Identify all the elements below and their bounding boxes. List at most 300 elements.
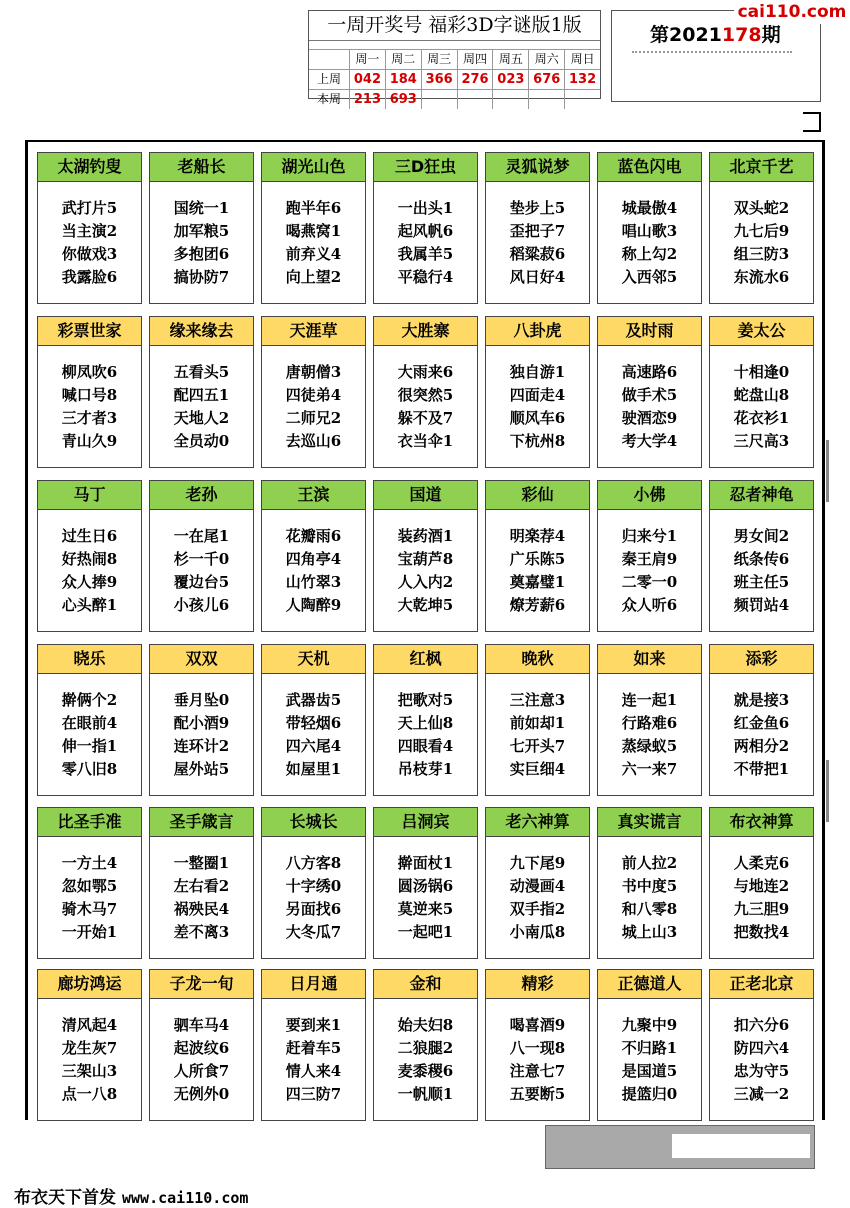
riddle-line: 躲不及7 xyxy=(397,409,454,427)
riddle-line: 始夫妇8 xyxy=(397,1016,454,1034)
day-label: 周三 xyxy=(421,50,457,69)
riddle-line: 喝喜酒9 xyxy=(509,1016,566,1034)
riddle-line: 衣当伞1 xyxy=(397,432,454,450)
riddle-lines xyxy=(598,674,701,781)
riddle-line: 前弃义4 xyxy=(285,245,342,263)
riddle-line: 心头醉1 xyxy=(61,596,118,614)
cell-author: 及时雨 xyxy=(598,317,701,346)
riddle-line: 大冬瓜7 xyxy=(285,923,342,941)
cell-author: 蓝色闪电 xyxy=(598,153,701,182)
riddle-line: 实巨细4 xyxy=(509,760,566,778)
corner-cell xyxy=(309,50,349,69)
riddle-line: 六一来7 xyxy=(621,760,678,778)
riddle-line: 武器齿5 xyxy=(285,691,342,709)
riddle-line: 好热闹8 xyxy=(61,550,118,568)
riddle-cell xyxy=(37,152,142,304)
riddle-lines xyxy=(710,837,813,944)
riddle-line: 众人捧9 xyxy=(61,573,118,591)
riddle-line: 四眼看4 xyxy=(397,737,454,755)
riddle-lines xyxy=(38,346,141,453)
riddle-line: 情人来4 xyxy=(285,1062,342,1080)
riddle-line: 喝燕窝1 xyxy=(285,222,342,240)
riddle-line: 稻粱菽6 xyxy=(509,245,566,263)
riddle-lines xyxy=(486,182,589,289)
draw-number: 042 xyxy=(349,70,385,89)
site-logo[interactable]: cai110.com xyxy=(734,0,850,24)
riddle-cell xyxy=(485,644,590,796)
cell-author: 国道 xyxy=(374,481,477,510)
riddle-line: 做手术5 xyxy=(621,386,678,404)
riddle-lines xyxy=(38,182,141,289)
riddle-line: 男女间2 xyxy=(733,527,790,545)
riddle-cell xyxy=(709,480,814,632)
cell-author: 精彩 xyxy=(486,970,589,999)
footer-url[interactable]: www.cai110.com xyxy=(122,1189,249,1207)
riddle-cell xyxy=(597,644,702,796)
riddle-line: 十相逢0 xyxy=(733,363,790,381)
riddle-line: 七开头7 xyxy=(509,737,566,755)
riddle-line: 双手指2 xyxy=(509,900,566,918)
riddle-cell xyxy=(709,807,814,959)
riddle-cell xyxy=(149,807,254,959)
riddle-line: 我露脸6 xyxy=(61,268,118,286)
riddle-lines xyxy=(374,999,477,1106)
riddle-line: 跑半年6 xyxy=(285,199,342,217)
day-label: 周日 xyxy=(564,50,600,69)
riddle-line: 提篮归0 xyxy=(621,1085,678,1103)
riddle-line: 宝葫芦8 xyxy=(397,550,454,568)
riddle-line: 要到来1 xyxy=(285,1016,342,1034)
riddle-line: 小孩儿6 xyxy=(173,596,230,614)
riddle-lines xyxy=(598,510,701,617)
riddle-lines xyxy=(710,346,813,453)
header-title: 一周开奖号 福彩3D字谜版1版 xyxy=(309,11,600,41)
riddle-line: 驷车马4 xyxy=(173,1016,230,1034)
riddle-line: 三架山3 xyxy=(61,1062,118,1080)
day-header-row xyxy=(309,50,600,70)
riddle-line: 垫步上5 xyxy=(509,199,566,217)
draw-number: 184 xyxy=(385,70,421,89)
riddle-line: 忽如鄂5 xyxy=(61,877,118,895)
riddle-line: 去巡山6 xyxy=(285,432,342,450)
riddle-line: 四徒弟4 xyxy=(285,386,342,404)
riddle-lines xyxy=(150,999,253,1106)
riddle-line: 四面走4 xyxy=(509,386,566,404)
riddle-line: 天地人2 xyxy=(173,409,230,427)
riddle-line: 八方客8 xyxy=(285,854,342,872)
riddle-line: 人所食7 xyxy=(173,1062,230,1080)
cell-author: 忍者神龟 xyxy=(710,481,813,510)
riddle-cell xyxy=(485,152,590,304)
riddle-cell xyxy=(709,316,814,468)
cell-author: 晚秋 xyxy=(486,645,589,674)
day-label: 周四 xyxy=(457,50,493,69)
riddle-line: 武打片5 xyxy=(61,199,118,217)
riddle-lines xyxy=(262,510,365,617)
riddle-line: 众人听6 xyxy=(621,596,678,614)
riddle-line: 多抱团6 xyxy=(173,245,230,263)
riddle-line: 九下尾9 xyxy=(509,854,566,872)
riddle-line: 大雨来6 xyxy=(397,363,454,381)
riddle-cell xyxy=(37,316,142,468)
riddle-line: 天上仙8 xyxy=(397,714,454,732)
riddle-lines xyxy=(374,837,477,944)
cell-author: 姜太公 xyxy=(710,317,813,346)
day-label: 周五 xyxy=(492,50,528,69)
draw-number xyxy=(421,90,457,109)
riddle-line: 入西邻5 xyxy=(621,268,678,286)
riddle-lines xyxy=(710,674,813,781)
riddle-line: 唐朝僧3 xyxy=(285,363,342,381)
cell-author: 小佛 xyxy=(598,481,701,510)
riddle-lines xyxy=(598,837,701,944)
riddle-line: 花衣衫1 xyxy=(733,409,790,427)
riddle-line: 是国道5 xyxy=(621,1062,678,1080)
riddle-lines xyxy=(486,346,589,453)
riddle-line: 蛇盘山8 xyxy=(733,386,790,404)
riddle-line: 纸条传6 xyxy=(733,550,790,568)
riddle-line: 二零一0 xyxy=(621,573,678,591)
draw-number xyxy=(564,90,600,109)
cell-author: 大胜寨 xyxy=(374,317,477,346)
riddle-line: 覆边台5 xyxy=(173,573,230,591)
riddle-cell xyxy=(485,807,590,959)
riddle-cell xyxy=(261,644,366,796)
riddle-cell xyxy=(597,316,702,468)
riddle-line: 城上山3 xyxy=(621,923,678,941)
cell-author: 比圣手准 xyxy=(38,808,141,837)
riddle-line: 无例外0 xyxy=(173,1085,230,1103)
cell-author: 马丁 xyxy=(38,481,141,510)
riddle-line: 组三防3 xyxy=(733,245,790,263)
riddle-lines xyxy=(262,999,365,1106)
cell-author: 红枫 xyxy=(374,645,477,674)
draw-number xyxy=(492,90,528,109)
riddle-cell xyxy=(37,807,142,959)
riddle-line: 连环计2 xyxy=(173,737,230,755)
riddle-line: 莫逆来5 xyxy=(397,900,454,918)
riddle-line: 圆汤锅6 xyxy=(397,877,454,895)
riddle-line: 祸殃民4 xyxy=(173,900,230,918)
riddle-line: 人入内2 xyxy=(397,573,454,591)
riddle-line: 当主演2 xyxy=(61,222,118,240)
riddle-line: 顺风车6 xyxy=(509,409,566,427)
riddle-lines xyxy=(374,346,477,453)
cell-author: 如来 xyxy=(598,645,701,674)
riddle-lines xyxy=(150,837,253,944)
riddle-line: 注意七7 xyxy=(509,1062,566,1080)
last-week-row xyxy=(309,70,600,90)
cell-author: 彩仙 xyxy=(486,481,589,510)
riddle-line: 歪把子7 xyxy=(509,222,566,240)
table-spacer xyxy=(309,41,600,50)
riddle-cell xyxy=(149,152,254,304)
riddle-line: 四三防7 xyxy=(285,1085,342,1103)
cell-author: 真实谎言 xyxy=(598,808,701,837)
riddle-line: 一方土4 xyxy=(61,854,118,872)
riddle-line: 扣六分6 xyxy=(733,1016,790,1034)
riddle-lines xyxy=(486,674,589,781)
riddle-line: 大乾坤5 xyxy=(397,596,454,614)
riddle-lines xyxy=(598,182,701,289)
riddle-cell xyxy=(37,969,142,1121)
riddle-line: 九聚中9 xyxy=(621,1016,678,1034)
riddle-line: 搞协防7 xyxy=(173,268,230,286)
riddle-line: 一在尾1 xyxy=(173,527,230,545)
riddle-lines xyxy=(262,182,365,289)
cell-author: 正老北京 xyxy=(710,970,813,999)
cell-author: 彩票世家 xyxy=(38,317,141,346)
riddle-lines xyxy=(486,510,589,617)
cell-author: 金和 xyxy=(374,970,477,999)
riddle-line: 奠嘉璧1 xyxy=(509,573,566,591)
riddle-cell xyxy=(261,316,366,468)
riddle-cell xyxy=(373,807,478,959)
riddle-line: 红金鱼6 xyxy=(733,714,790,732)
riddle-cell xyxy=(597,480,702,632)
riddle-line: 九三胆9 xyxy=(733,900,790,918)
riddle-line: 伸一指1 xyxy=(61,737,118,755)
riddle-lines xyxy=(486,837,589,944)
riddle-line: 三注意3 xyxy=(509,691,566,709)
riddle-lines xyxy=(150,674,253,781)
riddle-cell xyxy=(261,969,366,1121)
footer-text: 布衣天下首发 xyxy=(14,1188,116,1208)
riddle-line: 称上勾2 xyxy=(621,245,678,263)
riddle-line: 擀俩个2 xyxy=(61,691,118,709)
riddle-cell xyxy=(709,969,814,1121)
riddle-line: 点一八8 xyxy=(61,1085,118,1103)
riddle-line: 四角亭4 xyxy=(285,550,342,568)
riddle-line: 城最傲4 xyxy=(621,199,678,217)
riddle-line: 独自游1 xyxy=(509,363,566,381)
riddle-line: 加军粮5 xyxy=(173,222,230,240)
riddle-line: 把数找4 xyxy=(733,923,790,941)
riddle-lines xyxy=(710,510,813,617)
riddle-line: 三减一2 xyxy=(733,1085,790,1103)
riddle-line: 全员动0 xyxy=(173,432,230,450)
riddle-line: 高速路6 xyxy=(621,363,678,381)
riddle-line: 频罚站4 xyxy=(733,596,790,614)
riddle-cell xyxy=(261,152,366,304)
riddle-line: 一整圈1 xyxy=(173,854,230,872)
riddle-line: 就是接3 xyxy=(733,691,790,709)
row-label: 本周 xyxy=(316,92,341,106)
riddle-line: 麦黍稷6 xyxy=(397,1062,454,1080)
cell-author: 长城长 xyxy=(262,808,365,837)
day-label: 周二 xyxy=(385,50,421,69)
cell-author: 湖光山色 xyxy=(262,153,365,182)
cell-author: 老六神算 xyxy=(486,808,589,837)
riddle-line: 零八旧8 xyxy=(61,760,118,778)
period-suffix: 期 xyxy=(761,24,781,46)
riddle-line: 二师兄2 xyxy=(285,409,342,427)
riddle-line: 一出头1 xyxy=(397,199,454,217)
riddle-line: 九七后9 xyxy=(733,222,790,240)
cell-author: 缘来缘去 xyxy=(150,317,253,346)
riddle-line: 燎芳薪6 xyxy=(509,596,566,614)
cell-author: 吕洞宾 xyxy=(374,808,477,837)
riddle-line: 左右看2 xyxy=(173,877,230,895)
cell-author: 正德道人 xyxy=(598,970,701,999)
riddle-line: 唱山歌3 xyxy=(621,222,678,240)
riddle-cell xyxy=(373,316,478,468)
draw-number: 693 xyxy=(385,90,421,109)
cell-author: 双双 xyxy=(150,645,253,674)
riddle-cell xyxy=(37,644,142,796)
riddle-line: 骑木马7 xyxy=(61,900,118,918)
riddle-line: 青山久9 xyxy=(61,432,118,450)
cell-author: 北京千艺 xyxy=(710,153,813,182)
riddle-lines xyxy=(374,182,477,289)
riddle-cell xyxy=(597,807,702,959)
riddle-line: 五要断5 xyxy=(509,1085,566,1103)
riddle-line: 明楽荐4 xyxy=(509,527,566,545)
riddle-line: 过生日6 xyxy=(61,527,118,545)
riddle-cell xyxy=(149,969,254,1121)
riddle-cell xyxy=(149,480,254,632)
riddle-cell xyxy=(373,480,478,632)
riddle-line: 二狼腿2 xyxy=(397,1039,454,1057)
riddle-line: 八一现8 xyxy=(509,1039,566,1057)
riddle-line: 小南瓜8 xyxy=(509,923,566,941)
riddle-line: 考大学4 xyxy=(621,432,678,450)
riddle-line: 行路难6 xyxy=(621,714,678,732)
riddle-line: 把歌对5 xyxy=(397,691,454,709)
riddle-line: 三才者3 xyxy=(61,409,118,427)
riddle-line: 花瓣雨6 xyxy=(285,527,342,545)
riddle-line: 如屋里1 xyxy=(285,760,342,778)
riddle-line: 配四五1 xyxy=(173,386,230,404)
riddle-line: 垂月坠0 xyxy=(173,691,230,709)
cell-author: 老孙 xyxy=(150,481,253,510)
period-number xyxy=(650,20,781,47)
riddle-lines xyxy=(150,346,253,453)
riddle-line: 擀面杖1 xyxy=(397,854,454,872)
riddle-line: 另面找6 xyxy=(285,900,342,918)
frame-notch xyxy=(826,760,829,822)
riddle-cell xyxy=(709,644,814,796)
this-week-row xyxy=(309,90,600,109)
period-prefix: 第2021 xyxy=(650,24,722,46)
draw-number: 132 xyxy=(564,70,600,89)
riddle-line: 忠为守5 xyxy=(733,1062,790,1080)
riddle-line: 带轻烟6 xyxy=(285,714,342,732)
riddle-cell xyxy=(597,152,702,304)
bottom-bar-field xyxy=(672,1134,810,1158)
riddle-line: 下杭州8 xyxy=(509,432,566,450)
riddle-line: 吊枝芽1 xyxy=(397,760,454,778)
weekly-draw-table xyxy=(308,10,601,107)
riddle-line: 屋外站5 xyxy=(173,760,230,778)
riddle-line: 清风起4 xyxy=(61,1016,118,1034)
riddle-line: 蒸绿蚁5 xyxy=(621,737,678,755)
riddle-line: 两相分2 xyxy=(733,737,790,755)
riddle-lines xyxy=(150,182,253,289)
cell-author: 添彩 xyxy=(710,645,813,674)
cell-author: 子龙一旬 xyxy=(150,970,253,999)
riddle-line: 起波纹6 xyxy=(173,1039,230,1057)
frame-top xyxy=(25,140,825,142)
riddle-cell xyxy=(149,316,254,468)
riddle-lines xyxy=(38,999,141,1106)
riddle-line: 前人拉2 xyxy=(621,854,678,872)
riddle-line: 柳凤吹6 xyxy=(61,363,118,381)
riddle-lines xyxy=(710,999,813,1106)
draw-number xyxy=(528,90,564,109)
riddle-lines xyxy=(598,346,701,453)
riddle-line: 不带把1 xyxy=(733,760,790,778)
draw-number: 366 xyxy=(421,70,457,89)
riddle-cell xyxy=(37,480,142,632)
riddle-line: 国统一1 xyxy=(173,199,230,217)
riddle-lines xyxy=(486,999,589,1106)
draw-number: 023 xyxy=(492,70,528,89)
riddle-cell xyxy=(149,644,254,796)
riddle-line: 连一起1 xyxy=(621,691,678,709)
riddle-line: 赶着车5 xyxy=(285,1039,342,1057)
riddle-line: 五看头5 xyxy=(173,363,230,381)
frame-left xyxy=(25,140,28,1120)
day-label: 周六 xyxy=(528,50,564,69)
draw-number: 276 xyxy=(457,70,493,89)
riddle-cell xyxy=(373,152,478,304)
riddle-lines xyxy=(262,346,365,453)
riddle-line: 班主任5 xyxy=(733,573,790,591)
riddle-lines xyxy=(262,837,365,944)
riddle-line: 差不离3 xyxy=(173,923,230,941)
cell-author: 天机 xyxy=(262,645,365,674)
riddle-line: 东流水6 xyxy=(733,268,790,286)
riddle-lines xyxy=(598,999,701,1106)
riddle-line: 你做戏3 xyxy=(61,245,118,263)
riddle-cell xyxy=(709,152,814,304)
riddle-line: 起风帆6 xyxy=(397,222,454,240)
riddle-line: 四六尾4 xyxy=(285,737,342,755)
riddle-line: 动漫画4 xyxy=(509,877,566,895)
riddle-line: 防四六4 xyxy=(733,1039,790,1057)
cell-author: 老船长 xyxy=(150,153,253,182)
cell-author: 晓乐 xyxy=(38,645,141,674)
riddle-line: 归来兮1 xyxy=(621,527,678,545)
riddle-line: 三尺高3 xyxy=(733,432,790,450)
dotted-line xyxy=(632,51,792,57)
riddle-line: 龙生灰7 xyxy=(61,1039,118,1057)
footer xyxy=(14,1183,248,1208)
riddle-line: 装药酒1 xyxy=(397,527,454,545)
riddle-line: 一开始1 xyxy=(61,923,118,941)
cell-author: 灵狐说梦 xyxy=(486,153,589,182)
riddle-cell xyxy=(373,644,478,796)
riddle-line: 一起吧1 xyxy=(397,923,454,941)
riddle-line: 风日好4 xyxy=(509,268,566,286)
cell-author: 王滨 xyxy=(262,481,365,510)
cell-author: 日月通 xyxy=(262,970,365,999)
bottom-bar xyxy=(545,1125,815,1169)
riddle-line: 十字绣0 xyxy=(285,877,342,895)
draw-number xyxy=(457,90,493,109)
cell-author: 太湖钓叟 xyxy=(38,153,141,182)
riddle-line: 前如却1 xyxy=(509,714,566,732)
riddle-lines xyxy=(262,674,365,781)
frame-right xyxy=(822,140,825,1120)
riddle-line: 一帆顺1 xyxy=(397,1085,454,1103)
riddle-cell xyxy=(261,480,366,632)
riddle-lines xyxy=(38,510,141,617)
period-issue: 178 xyxy=(721,24,762,46)
draw-number: 213 xyxy=(349,90,385,109)
riddle-line: 秦王肩9 xyxy=(621,550,678,568)
